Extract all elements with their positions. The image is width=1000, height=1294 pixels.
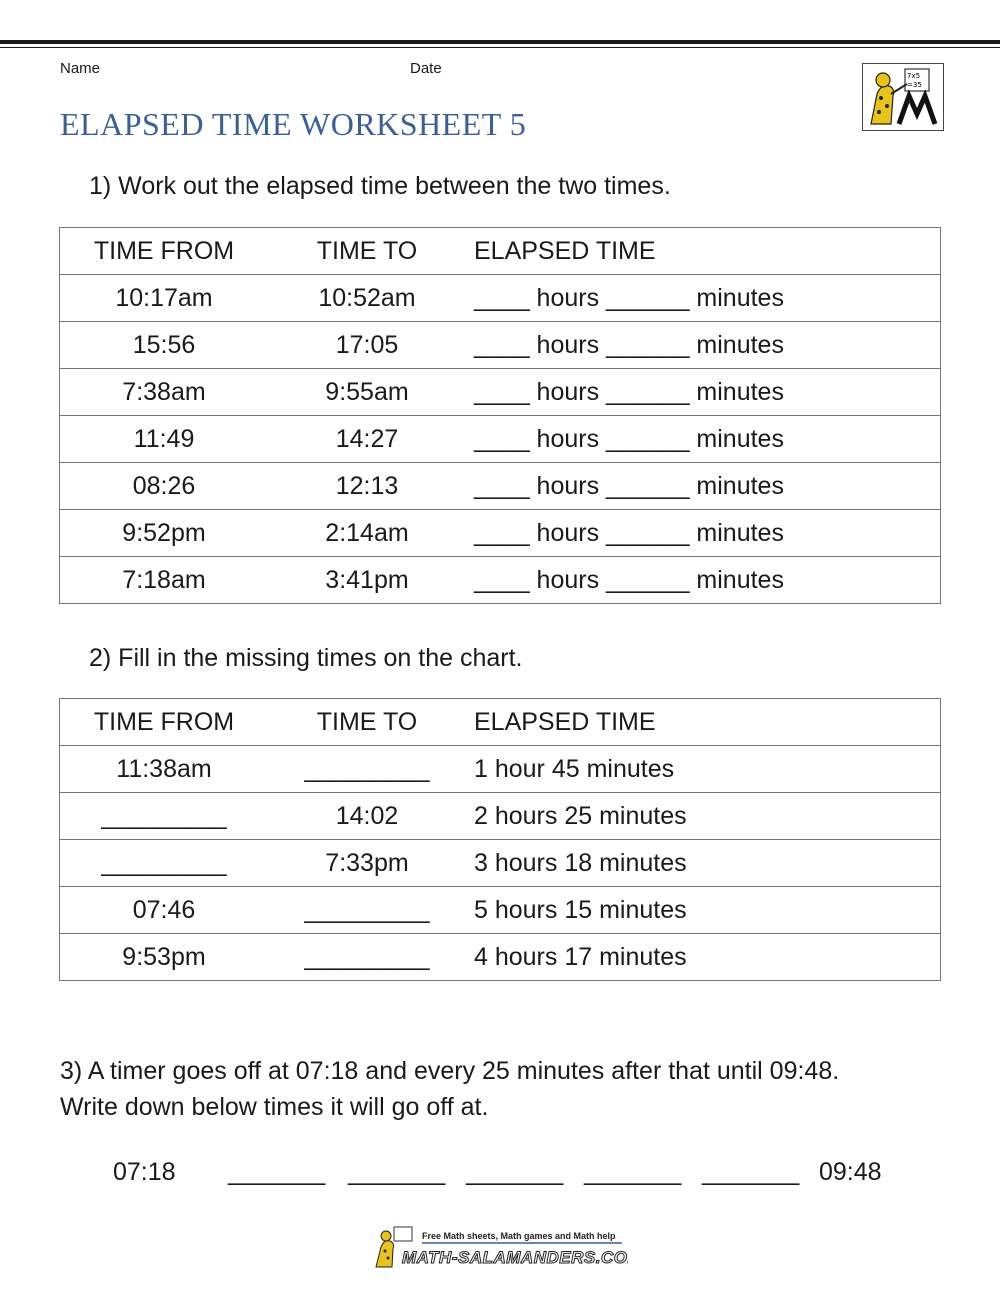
q1-elapsed-answer[interactable]: ____ hours ______ minutes xyxy=(466,463,941,510)
salamander-logo-icon xyxy=(863,64,942,129)
q1-time-from: 11:49 xyxy=(60,416,269,463)
q1-elapsed-answer[interactable]: ____ hours ______ minutes xyxy=(466,275,941,322)
q1-time-to: 10:52am xyxy=(268,275,466,322)
q2-time-to-answer[interactable]: _________ xyxy=(268,746,466,793)
q1-header-elapsed: ELAPSED TIME xyxy=(466,228,941,275)
q2-prompt: 2) Fill in the missing times on the chart. xyxy=(89,644,523,672)
q2-header-time-from: TIME FROM xyxy=(60,699,269,746)
name-label: Name xyxy=(60,60,101,77)
q1-header-time-to: TIME TO xyxy=(268,228,466,275)
q2-time-from-answer[interactable]: _________ xyxy=(60,793,269,840)
q2-table xyxy=(59,698,941,981)
q1-elapsed-answer[interactable]: ____ hours ______ minutes xyxy=(466,510,941,557)
q1-time-to: 17:05 xyxy=(268,322,466,369)
q1-prompt: 1) Work out the elapsed time between the two times. xyxy=(89,172,671,200)
table-row xyxy=(60,463,941,510)
q2-time-to-answer[interactable]: _________ xyxy=(268,887,466,934)
q1-time-to: 9:55am xyxy=(268,369,466,416)
q2-time-to-answer[interactable]: _________ xyxy=(268,934,466,981)
table-row xyxy=(60,840,941,887)
q1-time-from: 10:17am xyxy=(60,275,269,322)
q1-header-row xyxy=(60,228,941,275)
table-row xyxy=(60,416,941,463)
q2-header-row xyxy=(60,699,941,746)
q2-time-to: 14:02 xyxy=(268,793,466,840)
q2-time-from: 11:38am xyxy=(60,746,269,793)
q1-time-from: 7:18am xyxy=(60,557,269,604)
q2-time-from: 9:53pm xyxy=(60,934,269,981)
q2-elapsed: 2 hours 25 minutes xyxy=(466,793,941,840)
logo-cell-text-1: 7x5 xyxy=(907,72,921,80)
q3-blank[interactable]: _______ xyxy=(228,1158,326,1186)
q3-blank[interactable]: _______ xyxy=(348,1158,446,1186)
q1-time-from: 08:26 xyxy=(60,463,269,510)
table-row xyxy=(60,322,941,369)
footer-site-name: MATH-SALAMANDERS.COM xyxy=(402,1248,628,1267)
q1-elapsed-answer[interactable]: ____ hours ______ minutes xyxy=(466,322,941,369)
q1-time-from: 9:52pm xyxy=(60,510,269,557)
q2-elapsed: 1 hour 45 minutes xyxy=(466,746,941,793)
q3-blank[interactable]: _______ xyxy=(584,1158,682,1186)
logo-cell-text-2: =35 xyxy=(907,81,922,89)
q3-blank[interactable]: _______ xyxy=(702,1158,800,1186)
top-rule-thin xyxy=(0,47,1000,48)
q3-end-time: 09:48 xyxy=(819,1158,882,1186)
table-row xyxy=(60,793,941,840)
q3-line-2: Write down below times it will go off at. xyxy=(60,1093,489,1121)
q1-time-from: 15:56 xyxy=(60,322,269,369)
q2-time-from-answer[interactable]: _________ xyxy=(60,840,269,887)
table-row xyxy=(60,510,941,557)
q2-time-from: 07:46 xyxy=(60,887,269,934)
footer-tagline: Free Math sheets, Math games and Math help xyxy=(422,1231,616,1241)
table-row xyxy=(60,746,941,793)
q1-table xyxy=(59,227,941,604)
q2-header-time-to: TIME TO xyxy=(268,699,466,746)
q3-blank[interactable]: _______ xyxy=(466,1158,564,1186)
q2-elapsed: 5 hours 15 minutes xyxy=(466,887,941,934)
q2-elapsed: 3 hours 18 minutes xyxy=(466,840,941,887)
date-label: Date xyxy=(410,60,442,77)
salamander-footer-icon xyxy=(372,1225,628,1271)
table-row xyxy=(60,369,941,416)
table-row xyxy=(60,275,941,322)
q3-line-1: 3) A timer goes off at 07:18 and every 25 minutes after that until 09:48. xyxy=(60,1057,840,1085)
table-row xyxy=(60,934,941,981)
table-row xyxy=(60,557,941,604)
q1-elapsed-answer[interactable]: ____ hours ______ minutes xyxy=(466,416,941,463)
q1-time-to: 3:41pm xyxy=(268,557,466,604)
q2-time-to: 7:33pm xyxy=(268,840,466,887)
q1-elapsed-answer[interactable]: ____ hours ______ minutes xyxy=(466,557,941,604)
table-row xyxy=(60,887,941,934)
q3-start-time: 07:18 xyxy=(113,1158,176,1186)
footer-logo xyxy=(372,1225,628,1271)
q1-time-to: 2:14am xyxy=(268,510,466,557)
top-rule xyxy=(0,40,1000,44)
q1-time-to: 12:13 xyxy=(268,463,466,510)
q1-header-time-from: TIME FROM xyxy=(60,228,269,275)
q2-header-elapsed: ELAPSED TIME xyxy=(466,699,941,746)
q1-elapsed-answer[interactable]: ____ hours ______ minutes xyxy=(466,369,941,416)
worksheet-title: ELAPSED TIME WORKSHEET 5 xyxy=(60,106,527,142)
q1-time-from: 7:38am xyxy=(60,369,269,416)
q2-elapsed: 4 hours 17 minutes xyxy=(466,934,941,981)
q1-time-to: 14:27 xyxy=(268,416,466,463)
q3-prompt xyxy=(60,1053,839,1125)
salamander-logo xyxy=(862,63,944,131)
